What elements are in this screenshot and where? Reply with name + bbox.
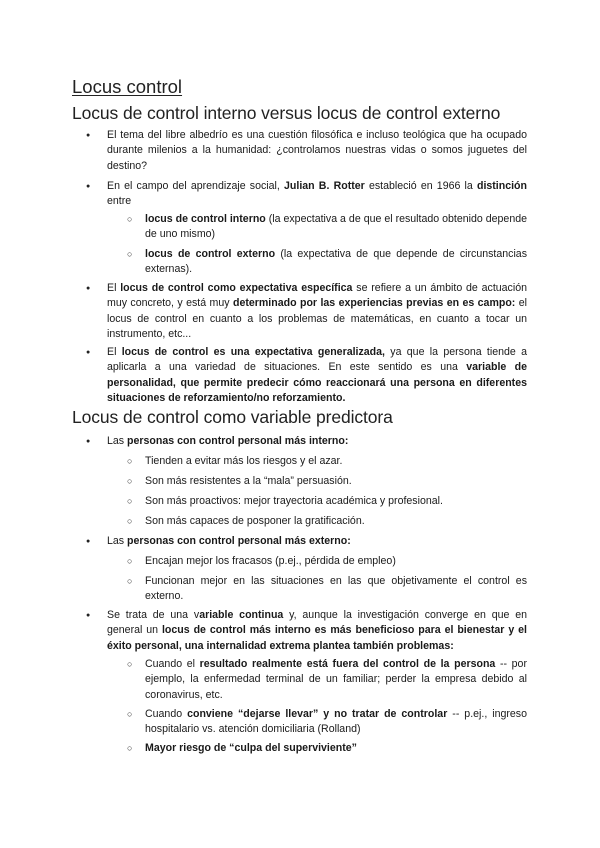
subbullet-locus-externo: ○ locus de control externo (la expectativa de que depende de circunstancias externas). [145,247,527,278]
subbullet-culpa-superviviente: ○ Mayor riesgo de “culpa del superviviente” [145,741,527,756]
list-item: ○ Son más proactivos: mejor trayectoria académica y profesional. [145,494,527,509]
bullet-control-interno: ● Las personas con control personal más interno: [107,434,527,449]
list-item: ○ Son más capaces de posponer la gratificación. [145,514,527,529]
document-title: Locus control [72,76,183,97]
subbullet-locus-interno: ○ locus de control interno (la expectativa a de que el resultado obtenido depende de uno mismo) [145,212,527,243]
list-item: ○ Tienden a evitar más los riesgos y el azar. [145,454,527,469]
list-item: ○ Encajan mejor los fracasos (p.ej., pérdida de empleo) [145,554,527,569]
list-item: ○ Son más resistentes a la “mala” persuasión. [145,474,527,489]
subbullet-fuera-de-control: ○ Cuando el resultado realmente está fuera del control de la persona -- por ejemplo, la enfermedad terminal de un familiar; perder la empresa debido al coronavirus, etc. [145,657,527,703]
bullet-libre-albedrio: ● El tema del libre albedrío es una cuestión filosófica e incluso teológica que ha ocupado durante milenios a la humanidad: ¿controlamos nuestras vidas o somos juguetes del destino? [107,128,527,174]
section-heading-interno-externo: Locus de control interno versus locus de control externo [72,103,501,123]
bullet-rotter: ● En el campo del aprendizaje social, Julian B. Rotter estableció en 1966 la distinción entre [107,179,527,210]
bullet-expectativa-generalizada: ● El locus de control es una expectativa generalizada, ya que la persona tiende a aplicarla a una variedad de situaciones. En este sentido es una variable de personalidad, que permite predecir cómo reaccionará una persona en diferentes situaciones de reforzamiento/no reforzamiento. [107,345,527,407]
bullet-expectativa-especifica: ● El locus de control como expectativa específica se refiere a un ámbito de actuación muy concreto, y está muy determinado por las experiencias previas en es campo: el locus de control en cuanto a los problemas de matemáticas, en cuanto a tocar un instrumento, etc... [107,281,527,343]
list-item: ○ Funcionan mejor en las situaciones en las que objetivamente el control es externo. [145,574,527,605]
subbullet-dejarse-llevar: ○ Cuando conviene “dejarse llevar” y no tratar de controlar -- p.ej., ingreso hospitalario vs. atención domiciliaria (Rolland) [145,707,527,738]
bullet-variable-continua: ● Se trata de una variable continua y, aunque la investigación converge en que en general un locus de control más interno es más beneficioso para el bienestar y el éxito personal, una internalidad extrema plantea también problemas: [107,608,527,654]
section-heading-variable-predictora: Locus de control como variable predictora [72,407,393,427]
bullet-control-externo: ● Las personas con control personal más externo: [107,534,527,549]
